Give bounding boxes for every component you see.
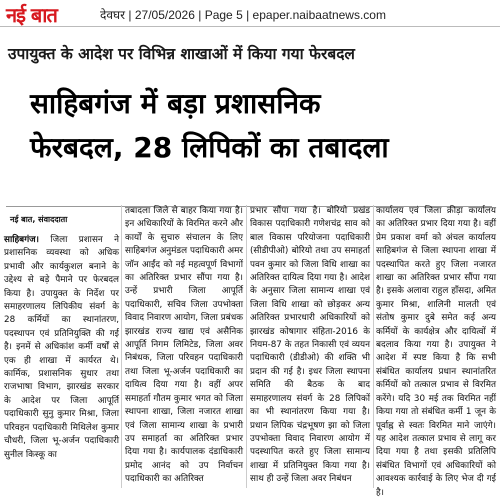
dateline: साहिबगंज।: [4, 235, 40, 245]
headline-line-1: साहिबगंज में बड़ा प्रशासनिक: [30, 87, 321, 120]
article-column-2: तबादला जिले से बाहर किया गया है। इन अधिकारियों के विरमित करने और कार्यों के सुचारु संचालन के लिए साहिबगंज अनुमंडल पदाधिकारी अमर जॉन आईंद को नई महत्वपूर्ण विभागों का अतिरिक्त प्रभार सौंपा गया है। उन्हें प्रभारी जिला आपूर्ति पदाधिकारी, सचिव जिला उपभोक्ता विवाद निवारण आयोग, जिला प्रबंधक झारखंड राज्य खाद्य एवं असैनिक आपूर्ति निगम लिमिटेड, जिला अवर निबंधक, जिला परिवहन पदाधिकारी तथा जिला भू-अर्जन पदाधिकारी का दायित्व दिया गया है। वहीं अपर समाहर्ता गौतम कुमार भगत को जिला स्थापना शाखा, जिला नजारत शाखा एवं जिला सामान्य शाखा के प्रभारी उप समाहर्ता का अतिरिक्त प्रभार दिया गया है। कार्यपालक दंडाधिकारी प्रमोद आनंद को उप निर्वाचन पदाधिकारी का अतिरिक्त: [125, 206, 243, 485]
column-1-text: जिला प्रशासन ने प्रशासनिक व्यवस्था को अधिक प्रभावी और कार्यकुशल बनाने के उद्देश्य से बड़े पैमाने पर फेरबदल किया है। उपायुक्त के निर्देश पर समाहरणालय लिपिकीय संवर्ग के 28 कर्मियों का स्थानांतरण, पदस्थापन एवं प्रतिनियुक्ति की गई है। इनमें से अधिकांश कर्मी वर्षों से एक ही शाखा में कार्यरत थे। कार्मिक, प्रशासनिक सुधार तथा राजभाषा विभाग, झारखंड सरकार के आदेश पर जिला आपूर्ति पदाधिकारी सुनु कुमार मिश्रा, जिला परिवहन पदाधिकारी मिथिलेश कुमार चौधरी, जिला भू-अर्जन पदाधिकारी सुनील किस्कू का: [4, 235, 119, 460]
epaper-url[interactable]: epaper.naibaatnews.com: [252, 8, 386, 22]
column-divider: [246, 205, 247, 488]
headline-line-2: फेरबदल, 28 लिपिकों का तबादला: [30, 131, 389, 164]
page-number: Page 5: [204, 8, 243, 22]
article-column-4: कार्यालय एवं जिला क्रीड़ा कार्यालय का अतिरिक्त प्रभार दिया गया है। वहीं प्रेम प्रकाश वर्मा को अंचल कार्यालय साहिबगंज से जिला स्थापना शाखा में पदस्थापित करते हुए जिला नजारत शाखा का अतिरिक्त प्रभार सौंपा गया है। इसके अलावा राहुल हाँसदा, अमित कुमार मिश्रा, शालिनी मालती एवं संतोष कुमार दुबे समेत कई अन्य कर्मियों के कार्यक्षेत्र और दायित्वों में बदलाव किया गया है। उपायुक्त ने आदेश में स्पष्ट किया है कि सभी संबंधित कार्यालय प्रधान स्थानांतरित कर्मियों को तत्काल प्रभाव से विरमित करेंगे। यदि 30 मई तक विरमित नहीं किया गया तो संबंधित कर्मी 1 जून के पूर्वाह्न से स्वतः विरमित माने जाएंगे। यह आदेश तत्काल प्रभाव से लागू कर दिया गया है तथा इसकी प्रतिलिपि संबंधित विभागों एवं अधिकारियों को आवश्यक कार्रवाई के लिए भेज दी गई है।: [376, 206, 496, 498]
column-divider: [373, 205, 374, 488]
article-column-3: प्रभार सौंपा गया है। बोरियो प्रखंड विकास पदाधिकारी गणेशचंद्र साव को बाल विकास परियोजना पदाधिकारी (सीडीपीओ) बोरियो तथा उप समाहर्ता पवन कुमार को जिला विधि शाखा का अतिरिक्त दायित्व दिया गया है। आदेश के अनुसार जिला सामान्य शाखा एवं जिला विधि शाखा को छोड़कर अन्य अतिरिक्त प्रभारधारी अधिकारियों को झारखंड कोषागार संहिता-2016 के नियम-87 के तहत निकासी एवं व्ययन पदाधिकारी (डीडीओ) की शक्ति भी प्रदान की गई है। इधर जिला स्थापना समिति की बैठक के बाद समाहरणालय संवर्ग के 28 लिपिकों का भी स्थानांतरण किया गया है। प्रधान लिपिक चंद्रभूषण झा को जिला उपभोक्ता विवाद निवारण आयोग में पदस्थापित करते हुए जिला सामान्य शाखा में प्रतिनियुक्त किया गया है। साथ ही उन्हें जिला अवर निबंधन: [250, 206, 370, 485]
masthead: [0, 0, 500, 27]
edition-date: 27/05/2026: [134, 8, 195, 22]
edition-meta: देवघर | 27/05/2026 | Page 5 | epaper.naibaatnews.com: [100, 8, 386, 22]
article-column-1: [4, 234, 119, 488]
newspaper-logo: नई बात: [6, 3, 57, 27]
edition-location: देवघर: [100, 8, 126, 22]
article-byline: नई बात, संवाददाता: [10, 215, 68, 224]
article-kicker: उपायुक्त के आदेश पर विभिन्न शाखाओं में किया गया फेरबदल: [8, 45, 355, 63]
column-divider: [121, 205, 122, 488]
article-headline: [30, 82, 490, 170]
